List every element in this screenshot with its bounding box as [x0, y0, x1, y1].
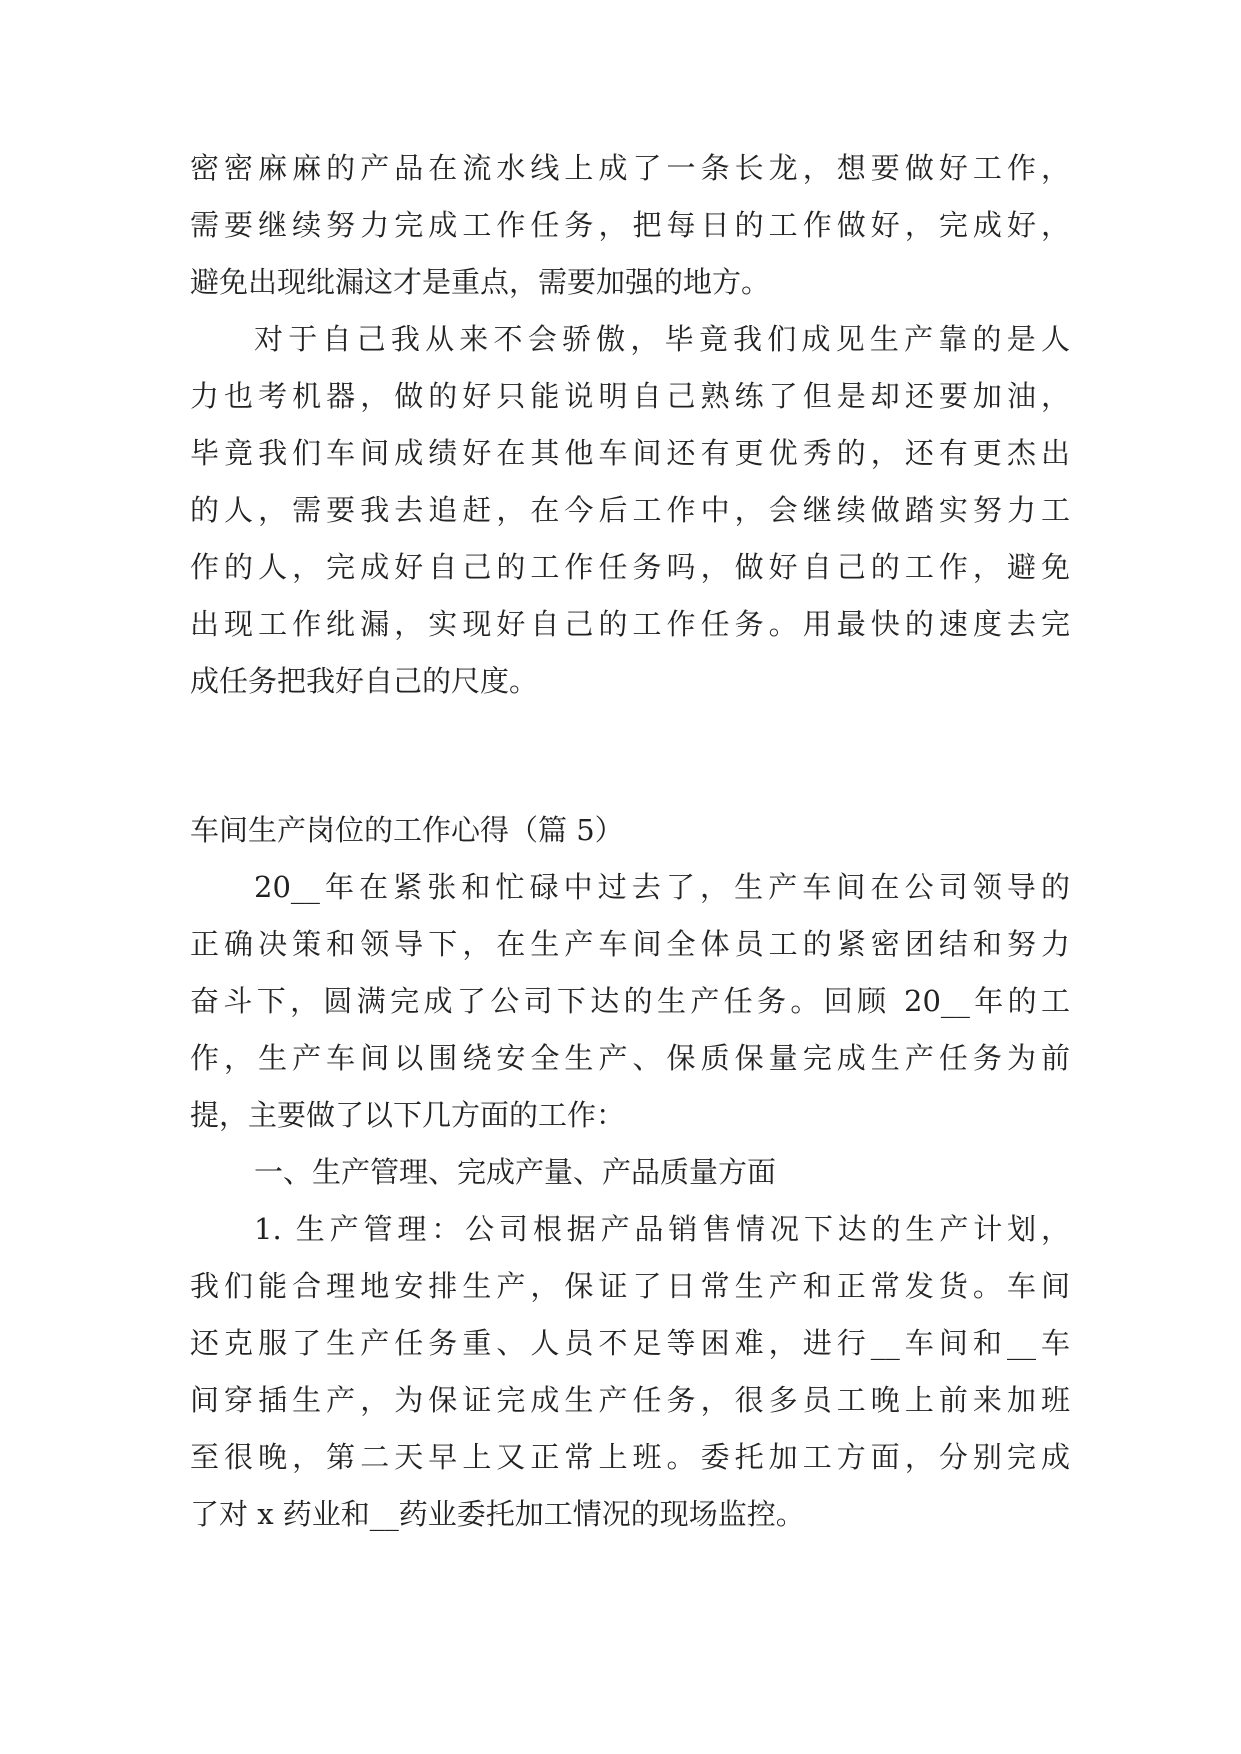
text-line: 奋斗下，圆满完成了公司下达的生产任务。回顾 20__年的工 [190, 984, 1070, 1018]
text-line: 还克服了生产任务重、人员不足等困难，进行__车间和__车 [190, 1326, 1070, 1360]
subsection-heading: 一、生产管理、完成产量、产品质量方面 [254, 1155, 777, 1189]
text-line: 1. 生产管理：公司根据产品销售情况下达的生产计划， [254, 1212, 1070, 1246]
text-line: 至很晚，第二天早上又正常上班。委托加工方面，分别完成 [190, 1440, 1070, 1474]
text-line: 毕竟我们车间成绩好在其他车间还有更优秀的，还有更杰出 [190, 436, 1070, 470]
text-line: 作，生产车间以围绕安全生产、保质保量完成生产任务为前 [190, 1041, 1070, 1075]
text-line: 的人，需要我去追赶，在今后工作中，会继续做踏实努力工 [190, 493, 1070, 527]
text-line: 密密麻麻的产品在流水线上成了一条长龙，想要做好工作， [190, 151, 1070, 185]
text-line: 20__年在紧张和忙碌中过去了，生产车间在公司领导的 [254, 870, 1070, 904]
text-line: 避免出现纰漏这才是重点，需要加强的地方。 [190, 265, 771, 299]
text-line: 作的人，完成好自己的工作任务吗，做好自己的工作，避免 [190, 550, 1070, 584]
text-line: 间穿插生产，为保证完成生产任务，很多员工晚上前来加班 [190, 1383, 1070, 1417]
text-line: 出现工作纰漏，实现好自己的工作任务。用最快的速度去完 [190, 607, 1070, 641]
text-line: 对于自己我从来不会骄傲，毕竟我们成见生产靠的是人 [254, 322, 1070, 356]
text-line: 成任务把我好自己的尺度。 [190, 664, 539, 698]
section-title: 车间生产岗位的工作心得（篇 5） [190, 813, 624, 847]
text-line: 需要继续努力完成工作任务，把每日的工作做好，完成好， [190, 208, 1070, 242]
text-line: 我们能合理地安排生产，保证了日常生产和正常发货。车间 [190, 1269, 1070, 1303]
text-line: 力也考机器，做的好只能说明自己熟练了但是却还要加油， [190, 379, 1070, 413]
text-line: 提，主要做了以下几方面的工作： [190, 1098, 626, 1132]
text-line: 了对 x 药业和__药业委托加工情况的现场监控。 [190, 1497, 805, 1531]
text-line: 正确决策和领导下，在生产车间全体员工的紧密团结和努力 [190, 927, 1070, 961]
